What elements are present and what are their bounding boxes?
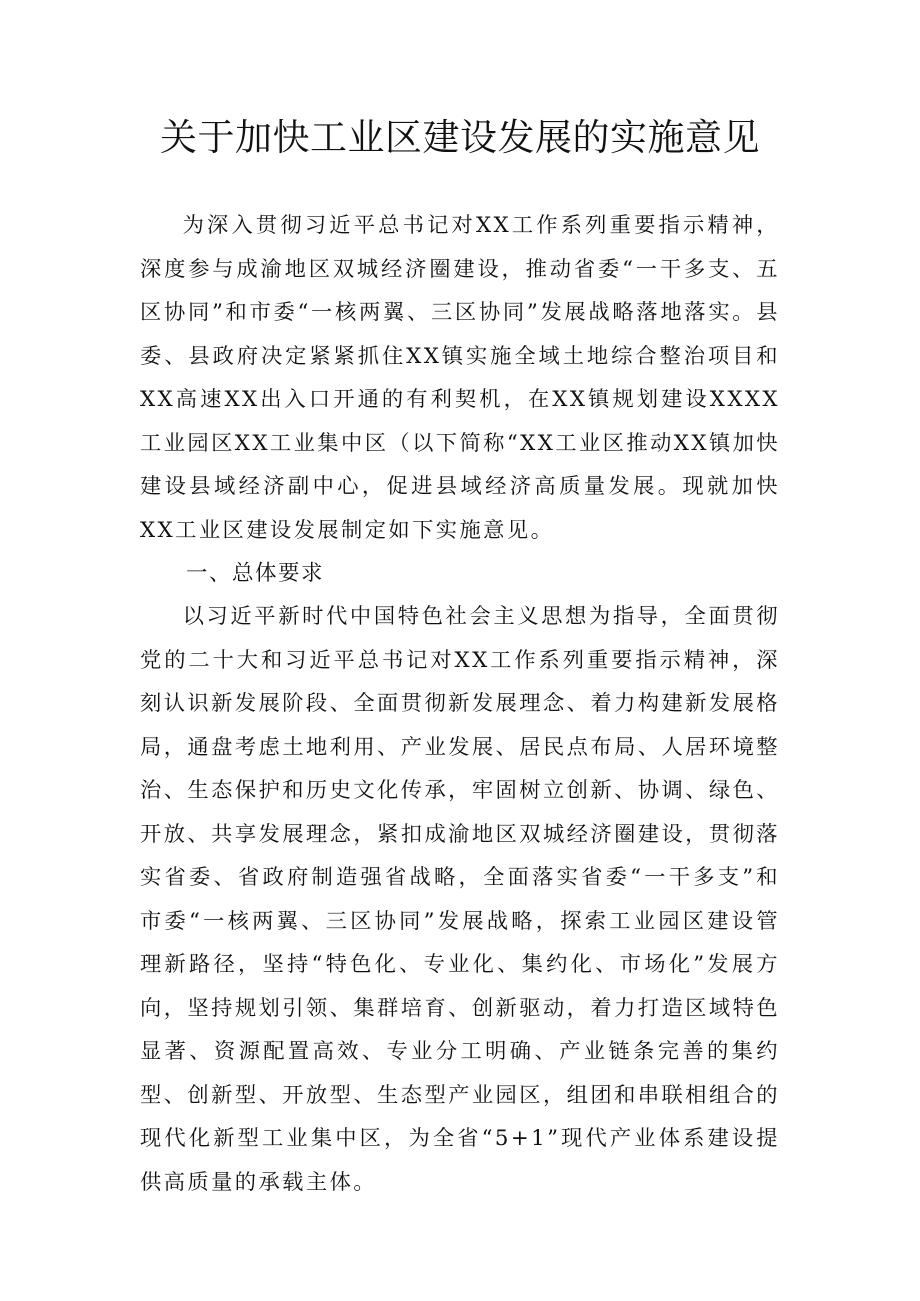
section-heading-general-requirements: 一、总体要求 [186, 561, 325, 586]
document-title: 关于加快工业区建设发展的实施意见 [160, 116, 760, 159]
intro-paragraph: 为深入贯彻习近平总书记对XX工作系列重要指示精神，深度参与成渝地区双城经济圈建设，推动省委“一干多支、五区协同”和市委“一核两翼、三区协同”发展战略落地落实。县委、县政府决定紧紧抓住XX镇实施全域土地综合整治项目和XX高速XX出入口开通的有利契机，在XX镇规划建设XXXX工业园区XX工业集中区（以下简称“XX工业区推动XX镇加快建设县域经济副中心，促进县域经济高质量发展。现就加快XX工业区建设发展制定如下实施意见。 [140, 213, 780, 543]
general-requirements-paragraph: 以习近平新时代中国特色社会主义思想为指导，全面贯彻党的二十大和习近平总书记对XX工作系列重要指示精神，深刻认识新发展阶段、全面贯彻新发展理念、着力构建新发展格局，通盘考虑土地利用、产业发展、居民点布局、人居环境整治、生态保护和历史文化传承，牢固树立创新、协调、绿色、开放、共享发展理念，紧扣成渝地区双城经济圈建设，贯彻落实省委、省政府制造强省战略，全面落实省委“一干多支”和市委“一核两翼、三区协同”发展战略，探索工业园区建设管理新路径，坚持“特色化、专业化、集约化、市场化”发展方向，坚持规划引领、集群培育、创新驱动，着力打造区域特色显著、资源配置高效、专业分工明确、产业链条完善的集约型、创新型、开放型、生态型产业园区，组团和串联相组合的现代化新型工业集中区，为全省“5+1”现代产业体系建设提供高质量的承载主体。 [140, 604, 780, 1195]
